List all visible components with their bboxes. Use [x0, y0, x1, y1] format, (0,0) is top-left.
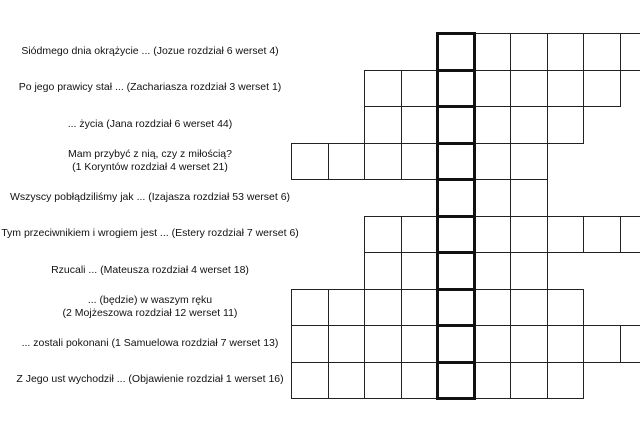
answer-cell[interactable]	[328, 362, 366, 400]
clue-line: ... (będzie) w waszym ręku	[87, 293, 213, 306]
answer-cell[interactable]	[583, 33, 621, 71]
answer-cell[interactable]	[401, 143, 439, 181]
clue-line: (2 Mojżeszowa rozdział 12 werset 11)	[62, 306, 238, 319]
clue-line: Z Jego ust wychodził ... (Objawienie rozdział 1 werset 16)	[16, 373, 284, 386]
answer-cell[interactable]	[364, 289, 402, 327]
key-cell[interactable]	[437, 179, 475, 217]
answer-cell[interactable]	[364, 70, 402, 108]
answer-cell[interactable]	[401, 325, 439, 363]
answer-cell[interactable]	[510, 289, 548, 327]
answer-cell[interactable]	[547, 106, 585, 144]
clue-line: Rzucali ... (Mateusza rozdział 4 werset 18)	[51, 263, 249, 276]
answer-cell[interactable]	[510, 143, 548, 181]
answer-cell[interactable]	[510, 33, 548, 71]
answer-cell[interactable]	[401, 70, 439, 108]
answer-cell[interactable]	[547, 289, 585, 327]
answer-cell[interactable]	[364, 252, 402, 290]
key-cell[interactable]	[437, 143, 475, 181]
answer-cell[interactable]	[474, 216, 512, 254]
answer-cell[interactable]	[401, 252, 439, 290]
answer-cell[interactable]	[620, 216, 640, 254]
clue-line: Po jego prawicy stał ... (Zachariasza rozdział 3 werset 1)	[18, 81, 282, 94]
answer-cell[interactable]	[547, 362, 585, 400]
answer-cell[interactable]	[547, 33, 585, 71]
clue-line: Wszyscy pobłądziliśmy jak ... (Izajasza rozdział 53 werset 6)	[9, 190, 291, 203]
answer-cell[interactable]	[328, 289, 366, 327]
answer-cell[interactable]	[364, 362, 402, 400]
clue-line: (1 Koryntów rozdział 4 werset 21)	[72, 160, 228, 173]
key-cell[interactable]	[437, 289, 475, 327]
key-cell[interactable]	[437, 252, 475, 290]
clue-line: Siódmego dnia okrążycie ... (Jozue rozdział 6 werset 4)	[21, 44, 279, 57]
answer-cell[interactable]	[364, 216, 402, 254]
answer-cell[interactable]	[510, 216, 548, 254]
answer-cell[interactable]	[547, 325, 585, 363]
answer-cell[interactable]	[583, 325, 621, 363]
answer-cell[interactable]	[474, 179, 512, 217]
answer-cell[interactable]	[474, 289, 512, 327]
answer-cell[interactable]	[364, 143, 402, 181]
answer-cell[interactable]	[474, 70, 512, 108]
answer-cell[interactable]	[474, 325, 512, 363]
clue-line: ... życia (Jana rozdział 6 werset 44)	[67, 117, 233, 130]
answer-cell[interactable]	[291, 289, 329, 327]
answer-cell[interactable]	[474, 362, 512, 400]
answer-cell[interactable]	[328, 325, 366, 363]
key-cell[interactable]	[437, 216, 475, 254]
answer-cell[interactable]	[620, 33, 640, 71]
answer-cell[interactable]	[510, 106, 548, 144]
key-cell[interactable]	[437, 33, 475, 71]
answer-cell[interactable]	[510, 252, 548, 290]
answer-cell[interactable]	[510, 325, 548, 363]
clue-line: ... zostali pokonani (1 Samuelowa rozdział 7 werset 13)	[21, 336, 279, 349]
answer-cell[interactable]	[474, 143, 512, 181]
answer-cell[interactable]	[364, 106, 402, 144]
answer-cell[interactable]	[547, 70, 585, 108]
answer-cell[interactable]	[510, 179, 548, 217]
answer-cell[interactable]	[474, 252, 512, 290]
answer-cell[interactable]	[401, 216, 439, 254]
answer-cell[interactable]	[583, 70, 621, 108]
answer-cell[interactable]	[510, 70, 548, 108]
key-cell[interactable]	[437, 70, 475, 108]
answer-cell[interactable]	[401, 106, 439, 144]
answer-cell[interactable]	[547, 216, 585, 254]
answer-cell[interactable]	[510, 362, 548, 400]
answer-cell[interactable]	[474, 33, 512, 71]
key-cell[interactable]	[437, 362, 475, 400]
answer-cell[interactable]	[291, 362, 329, 400]
clue-line: Tym przeciwnikiem i wrogiem jest ... (Estery rozdział 7 werset 6)	[1, 227, 299, 240]
answer-cell[interactable]	[401, 362, 439, 400]
answer-cell[interactable]	[291, 325, 329, 363]
answer-cell[interactable]	[401, 289, 439, 327]
answer-cell[interactable]	[620, 325, 640, 363]
answer-cell[interactable]	[291, 143, 329, 181]
answer-cell[interactable]	[364, 325, 402, 363]
key-cell[interactable]	[437, 106, 475, 144]
answer-cell[interactable]	[328, 143, 366, 181]
answer-cell[interactable]	[474, 106, 512, 144]
answer-cell[interactable]	[583, 216, 621, 254]
key-cell[interactable]	[437, 325, 475, 363]
clue-line: Mam przybyć z nią, czy z miłością?	[68, 147, 232, 160]
